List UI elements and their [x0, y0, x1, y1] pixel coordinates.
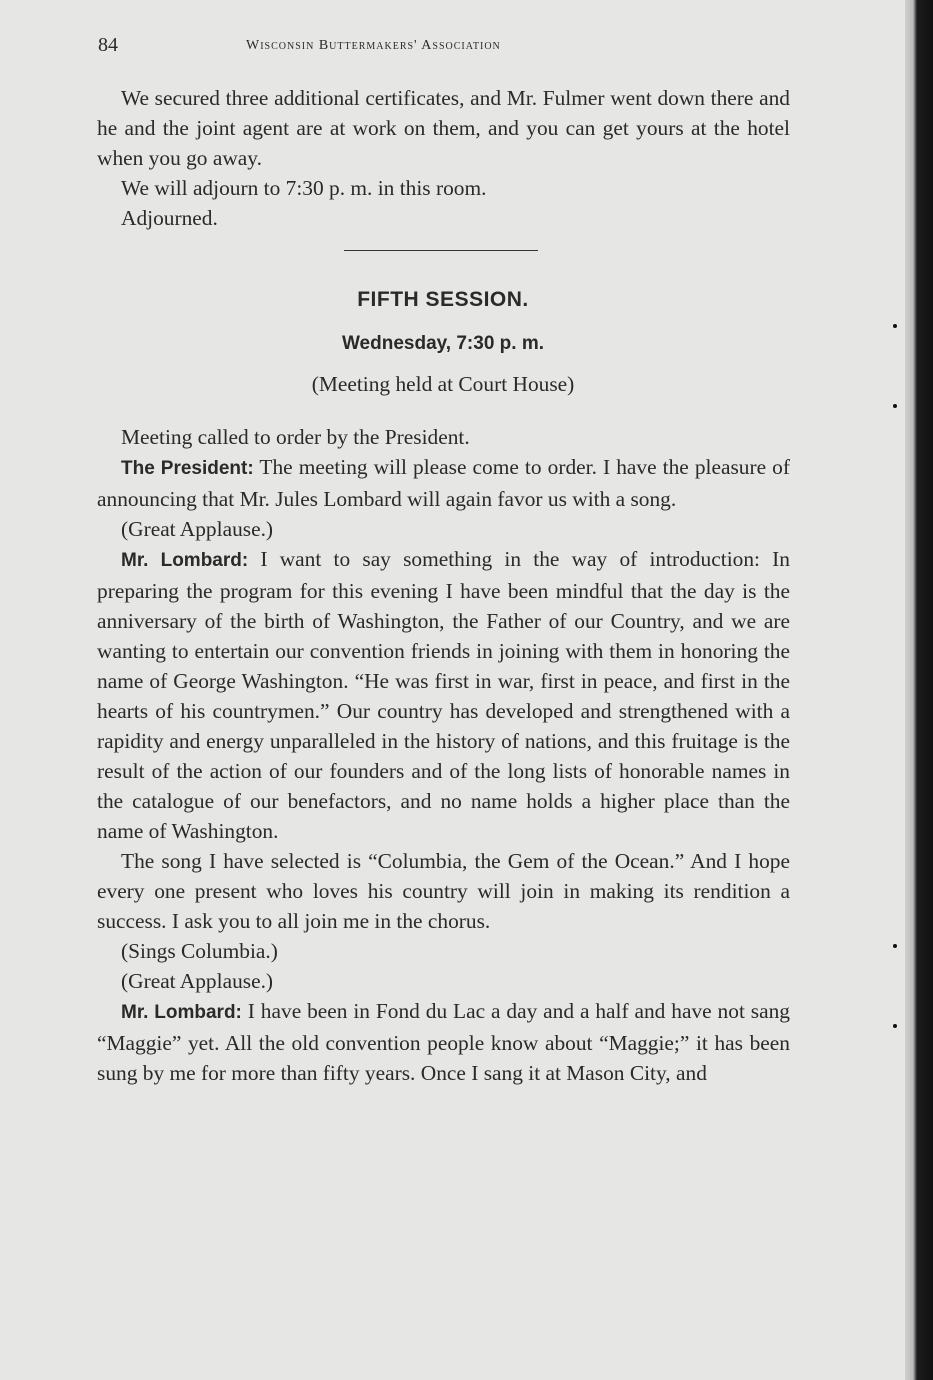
speech-text: I want to say something in the way of introduction: In preparing the program for this evening I have been mindful that the day is the anniversary of the birth of Washington, the Father of our Country, and we are wanting to entertain our convention friends in joining with them in honoring the name of George Washington. “He was first in war, first in peace, and first in the hearts of his countrymen.” Our country has developed and strengthened with a rapidity and energy unparalleled in the history of nations, and this fruitage is the result of the action of our founders and of the long lists of honorable names in the catalogue of our benefactors, and no name holds a higher place than the name of Washington.	[97, 547, 790, 843]
binding-mark	[893, 1024, 897, 1028]
paragraph: (Sings Columbia.)	[121, 939, 278, 963]
paragraph: (Great Applause.)	[121, 969, 274, 993]
page-number: 84	[98, 34, 118, 56]
binding-mark	[893, 404, 897, 408]
session-text-block	[97, 422, 790, 1088]
page-header	[98, 34, 790, 58]
session-note: (Meeting held at Court House)	[311, 372, 575, 396]
section-divider	[344, 250, 538, 251]
speech-text: I have been in Fond du Lac a day and a half and have not sang “Maggie” yet. All the old convention people know about “Maggie;” it has been sung by me for more than fifty years. Once I sang it at Mason City, and	[97, 999, 790, 1085]
book-binding-edge	[905, 0, 933, 1380]
paragraph: Meeting called to order by the President.	[121, 425, 470, 449]
session-title: FIFTH SESSION.	[357, 288, 529, 311]
paragraph: Adjourned.	[121, 206, 218, 230]
running-title: Wisconsin Buttermakers' Association	[246, 38, 501, 53]
paragraph	[97, 996, 790, 1088]
session-time: Wednesday, 7:30 p. m.	[341, 333, 545, 354]
paragraph	[97, 452, 790, 514]
paragraph: (Great Applause.)	[121, 517, 274, 541]
speaker-name: Mr. Lombard:	[121, 1002, 242, 1023]
top-text-block	[97, 83, 790, 233]
binding-mark	[893, 324, 897, 328]
speaker-name: Mr. Lombard:	[121, 550, 249, 571]
paragraph	[97, 544, 790, 846]
binding-mark	[893, 944, 897, 948]
paragraph: We secured three additional certificates, and Mr. Fulmer went down there and he and the joint agent are at work on them, and you can get yours at the hotel when you go away.	[97, 86, 790, 170]
speaker-name: The President:	[121, 458, 254, 479]
paragraph: We will adjourn to 7:30 p. m. in this room.	[121, 176, 487, 200]
paragraph: The song I have selected is “Columbia, the Gem of the Ocean.” And I hope every one present who loves his country will join in making its rendition a success. I ask you to all join me in the chorus.	[97, 849, 790, 933]
speech-text: The meeting will please come to order. I have the pleasure of announcing that Mr. Jules Lombard will again favor us with a song.	[97, 455, 790, 511]
